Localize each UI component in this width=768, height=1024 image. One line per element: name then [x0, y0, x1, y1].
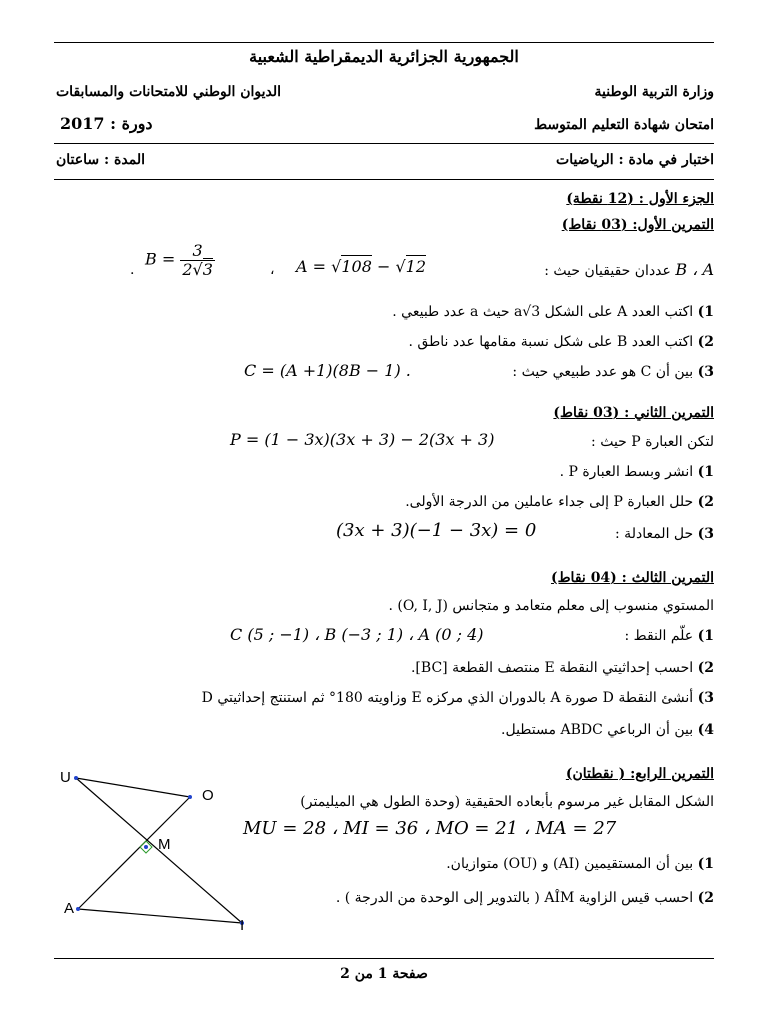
part1-title: الجزء الأول : (12 نقطة) — [566, 191, 714, 207]
ex3-q4: 4) بين أن الرباعي ABDC مستطيل. — [501, 722, 714, 738]
ex1-A-expression: A = √108 − √12 — [296, 257, 427, 276]
ex2-q2: 2) حلل العبارة P إلى جداء عاملين من الدرجة الأولى. — [405, 494, 714, 510]
ex1-intro: عددان حقيقيان حيث : — [544, 263, 671, 279]
ex3-q2: 2) احسب إحداثيتي النقطة E منتصف القطعة [BC]. — [410, 660, 714, 676]
segment-OA — [78, 797, 190, 909]
ex1-end-dot: . — [130, 262, 135, 278]
label-U: U — [60, 769, 71, 786]
ex2-intro: لتكن العبارة P حيث : — [591, 434, 714, 450]
footer-rule — [54, 958, 714, 959]
session-label: دورة : 2017 — [60, 114, 153, 133]
office-label: الديوان الوطني للامتحانات والمسابقات — [56, 84, 282, 100]
point-A — [76, 907, 80, 911]
page-number: صفحة 1 من 2 — [340, 966, 428, 982]
ex4-measures: MU = 28 ، MI = 36 ، MO = 21 ، MA = 27 — [243, 818, 617, 839]
ex1-separator: ، — [270, 262, 275, 278]
label-M: M — [158, 836, 171, 853]
ex2-expression: P = (1 − 3x)(3x + 3) − 2(3x + 3) — [230, 430, 495, 449]
B-fraction: $\frac{3}{2√3}$ — [182, 241, 213, 279]
ex2-q3-expression: (3x + 3)(−1 − 3x) = 0 — [336, 520, 537, 541]
ex4-q2: 2) احسب قيس الزاوية AÎM ( بالتدوير إلى الوحدة من الدرجة ) . — [335, 890, 714, 906]
ex4-q1: 1) بين أن المستقيمين (AI) و (OU) متوازيان. — [446, 856, 714, 872]
label-O: O — [202, 787, 214, 804]
point-M — [144, 845, 148, 849]
ex4-figure — [54, 760, 254, 935]
duration-label: المدة : ساعتان — [56, 152, 145, 168]
ex3-intro: المستوي منسوب إلى معلم متعامد و متجانس (O, I, J) . — [388, 598, 714, 614]
ex4-title: التمرين الرابع: ( نقطتان) — [565, 766, 714, 782]
A-radicand-1: 108 — [341, 257, 372, 276]
point-O — [188, 795, 192, 799]
A-radicand-2: 12 — [405, 257, 427, 276]
subject-divider — [54, 179, 714, 180]
label-A: A — [64, 900, 75, 917]
ex1-q3: 3) بين أن C هو عدد طبيعي حيث : — [512, 364, 714, 380]
segment-UO — [76, 778, 190, 797]
label-I: I — [240, 917, 245, 934]
ex1-intro-row — [544, 260, 714, 279]
ex2-q1: 1) انشر وبسط العبارة P . — [559, 464, 714, 480]
ex4-intro: الشكل المقابل غير مرسوم بأبعاده الحقيقية (وحدة الطول هي الميليمتر) — [300, 794, 714, 810]
ex3-q1-points: C (5 ; −1) ، B (−3 ; 1) ، A (0 ; 4) — [230, 625, 484, 644]
point-U — [74, 776, 78, 780]
ex3-q3: 3) أنشئ النقطة D صورة A بالدوران الذي مركزه E وزاويته 180° ثم استنتج إحداثيتي D — [201, 690, 714, 706]
ex3-title: التمرين الثالث : (04 نقاط) — [550, 570, 714, 586]
header-divider — [54, 143, 714, 144]
ex1-q3-expression: C = (A +1)(8B − 1) . — [244, 361, 411, 380]
ex1-vars: B ، A — [675, 260, 714, 279]
ex3-q1: 1) علّم النقط : — [624, 628, 714, 644]
ministry-label: وزارة التربية الوطنية — [594, 84, 714, 100]
ex1-q2: 2) اكتب العدد B على شكل نسبة مقامها عدد ناطق . — [408, 334, 714, 350]
subject-label: اختبار في مادة : الرياضيات — [556, 152, 714, 168]
segment-AI — [78, 909, 242, 923]
exam-label: امتحان شهادة التعليم المتوسط — [534, 117, 714, 133]
ex1-title: التمرين الأول: (03 نقاط) — [561, 217, 714, 233]
ex1-q1: 1) اكتب العدد A على الشكل a√3 حيث a عدد طبيعي . — [392, 304, 714, 320]
ex2-title: التمرين الثاني : (03 نقاط) — [553, 405, 714, 421]
ex1-B-expression: B = $\frac{3}{2√3}$ — [145, 241, 213, 279]
ex2-q3: 3) حل المعادلة : — [615, 526, 714, 542]
top-rule — [54, 42, 714, 43]
republic-title: الجمهورية الجزائرية الديمقراطية الشعبية — [249, 47, 519, 66]
